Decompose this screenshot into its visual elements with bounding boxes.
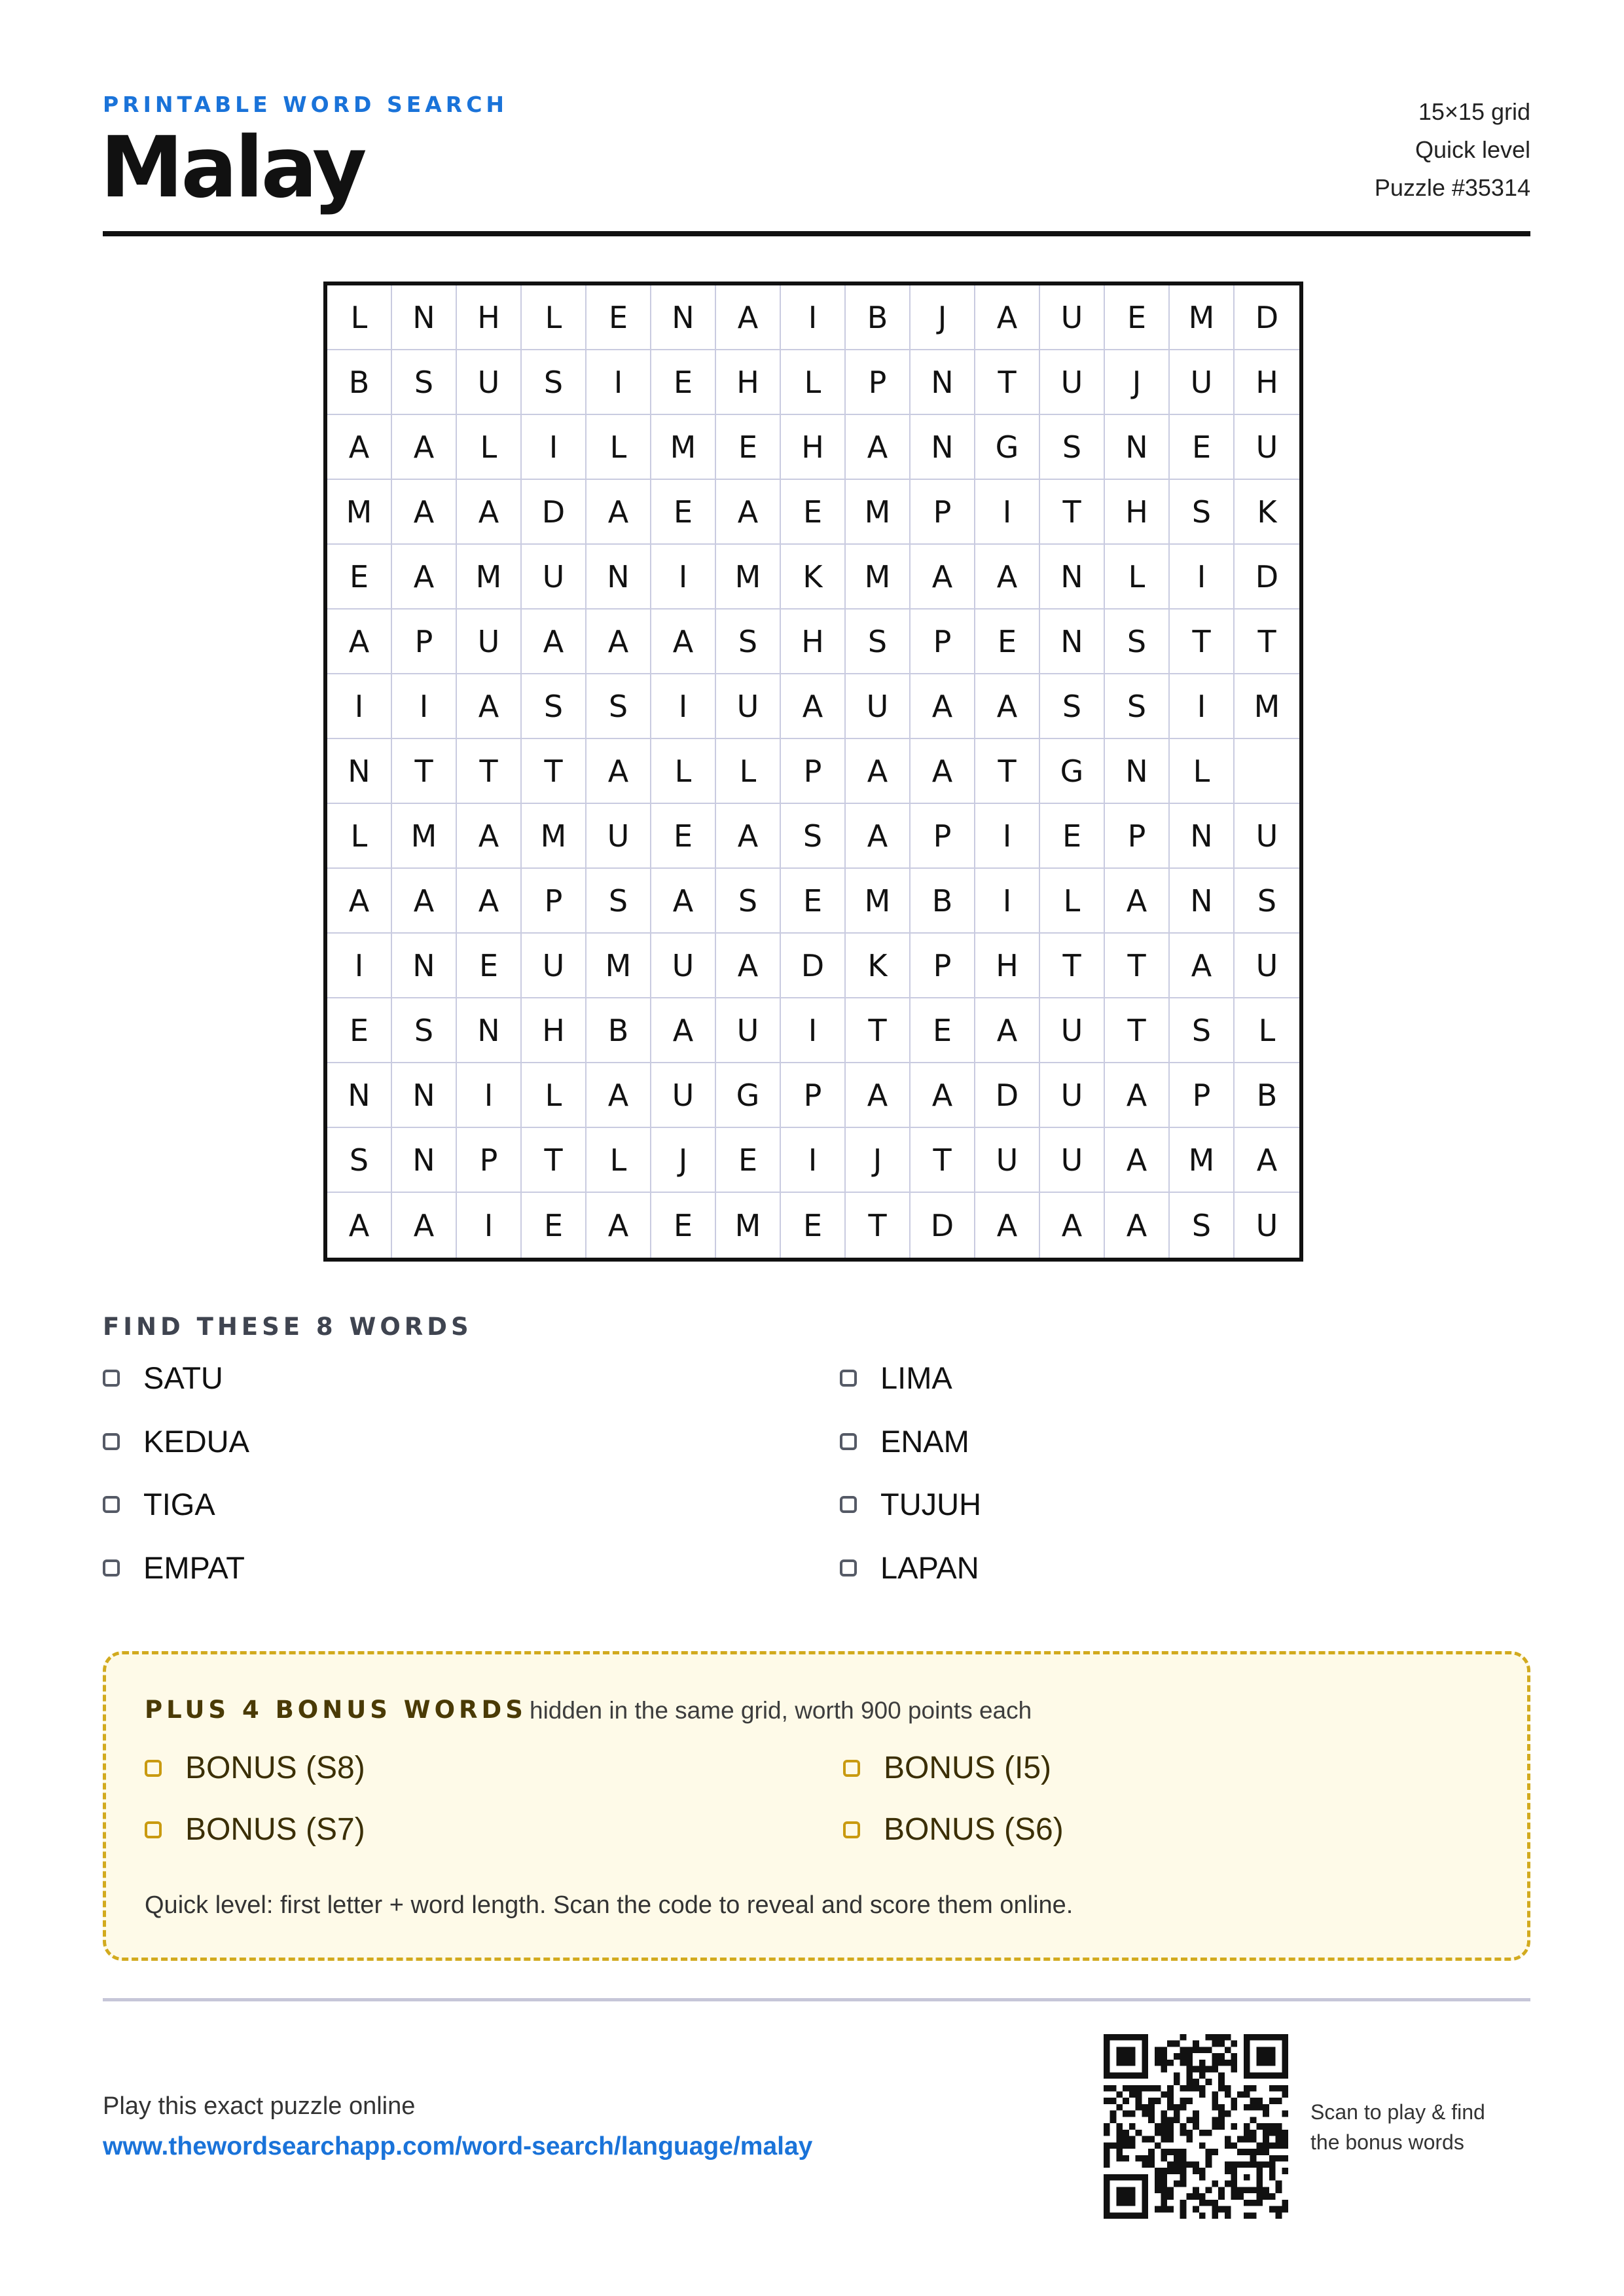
grid-cell[interactable]: E bbox=[1040, 804, 1105, 869]
grid-cell[interactable]: M bbox=[651, 415, 716, 480]
grid-cell[interactable]: A bbox=[586, 480, 651, 545]
word-list-title: FIND THESE 8 WORDS bbox=[103, 1313, 473, 1341]
footer-divider bbox=[103, 1998, 1530, 2001]
grid-cell[interactable]: T bbox=[911, 1128, 975, 1193]
grid-cell[interactable]: A bbox=[1105, 1063, 1170, 1128]
grid-cell[interactable]: E bbox=[651, 804, 716, 869]
checkbox-icon[interactable] bbox=[103, 1370, 120, 1387]
play-online-text: Play this exact puzzle online bbox=[103, 2092, 416, 2120]
grid-cell[interactable]: S bbox=[522, 674, 586, 739]
grid-cell[interactable]: P bbox=[457, 1128, 522, 1193]
grid-cell[interactable]: N bbox=[457, 998, 522, 1063]
grid-cell[interactable]: E bbox=[1105, 285, 1170, 350]
grid-cell[interactable]: L bbox=[327, 285, 392, 350]
grid-cell[interactable]: K bbox=[781, 545, 846, 610]
grid-cell[interactable]: T bbox=[1040, 934, 1105, 998]
grid-cell[interactable]: P bbox=[1170, 1063, 1235, 1128]
grid-cell[interactable]: T bbox=[1235, 610, 1299, 674]
grid-cell[interactable]: E bbox=[781, 480, 846, 545]
checkbox-icon[interactable] bbox=[840, 1433, 857, 1450]
scan-caption bbox=[1310, 2097, 1485, 2157]
page-kicker: PRINTABLE WORD SEARCH bbox=[103, 92, 509, 117]
grid-cell[interactable]: M bbox=[846, 545, 911, 610]
word-label: LIMA bbox=[880, 1360, 952, 1395]
grid-cell[interactable]: A bbox=[392, 480, 457, 545]
grid-cell[interactable]: N bbox=[1105, 415, 1170, 480]
grid-cell[interactable]: T bbox=[846, 1193, 911, 1258]
grid-cell[interactable]: A bbox=[392, 1193, 457, 1258]
grid-cell[interactable]: I bbox=[975, 804, 1040, 869]
grid-cell[interactable]: M bbox=[586, 934, 651, 998]
grid-cell[interactable]: U bbox=[1040, 285, 1105, 350]
grid-cell[interactable]: I bbox=[522, 415, 586, 480]
grid-cell[interactable]: S bbox=[1170, 998, 1235, 1063]
grid-cell[interactable]: A bbox=[586, 1193, 651, 1258]
grid-cell[interactable]: H bbox=[1235, 350, 1299, 415]
grid-cell[interactable]: I bbox=[327, 674, 392, 739]
grid-cell[interactable]: S bbox=[716, 610, 781, 674]
grid-cell[interactable]: M bbox=[846, 480, 911, 545]
grid-cell[interactable]: P bbox=[911, 610, 975, 674]
word-item[interactable] bbox=[103, 1550, 245, 1586]
word-label: TIGA bbox=[143, 1487, 215, 1522]
grid-cell[interactable]: L bbox=[781, 350, 846, 415]
grid-cell[interactable]: A bbox=[586, 610, 651, 674]
checkbox-icon[interactable] bbox=[840, 1496, 857, 1513]
qr-code-icon[interactable] bbox=[1104, 2034, 1288, 2219]
grid-cell[interactable]: M bbox=[1170, 285, 1235, 350]
bonus-word-item[interactable] bbox=[843, 1750, 1051, 1786]
checkbox-icon[interactable] bbox=[145, 1760, 162, 1777]
grid-cell[interactable]: H bbox=[1105, 480, 1170, 545]
grid-cell[interactable]: P bbox=[911, 934, 975, 998]
grid-cell[interactable]: U bbox=[1040, 1063, 1105, 1128]
grid-cell[interactable]: A bbox=[911, 674, 975, 739]
grid-cell[interactable]: J bbox=[846, 1128, 911, 1193]
grid-cell[interactable]: N bbox=[392, 934, 457, 998]
grid-cell[interactable]: D bbox=[1235, 545, 1299, 610]
grid-cell[interactable]: S bbox=[522, 350, 586, 415]
grid-cell[interactable]: P bbox=[1105, 804, 1170, 869]
grid-cell[interactable]: A bbox=[911, 739, 975, 804]
grid-cell[interactable]: A bbox=[457, 869, 522, 934]
grid-cell[interactable]: U bbox=[651, 934, 716, 998]
grid-cell[interactable]: A bbox=[1105, 869, 1170, 934]
grid-cell[interactable]: I bbox=[975, 480, 1040, 545]
grid-cell[interactable]: H bbox=[975, 934, 1040, 998]
grid-cell[interactable]: P bbox=[846, 350, 911, 415]
grid-cell[interactable]: A bbox=[586, 739, 651, 804]
grid-cell[interactable]: M bbox=[457, 545, 522, 610]
grid-cell[interactable]: A bbox=[457, 480, 522, 545]
grid-cell[interactable]: A bbox=[327, 610, 392, 674]
grid-cell[interactable]: N bbox=[1105, 739, 1170, 804]
level-label: Quick level bbox=[1415, 136, 1530, 163]
grid-cell[interactable]: B bbox=[846, 285, 911, 350]
grid-cell[interactable]: E bbox=[716, 1128, 781, 1193]
bonus-note: Quick level: first letter + word length. Scan the code to reveal and score them online. bbox=[145, 1891, 1074, 1919]
grid-cell[interactable]: T bbox=[392, 739, 457, 804]
grid-cell[interactable]: K bbox=[846, 934, 911, 998]
grid-cell[interactable]: A bbox=[846, 739, 911, 804]
grid-cell[interactable]: A bbox=[457, 674, 522, 739]
grid-cell[interactable]: E bbox=[651, 1193, 716, 1258]
grid-cell[interactable]: A bbox=[327, 415, 392, 480]
grid-cell[interactable]: U bbox=[716, 998, 781, 1063]
bonus-word-item[interactable] bbox=[145, 1750, 365, 1786]
grid-cell[interactable]: M bbox=[522, 804, 586, 869]
grid-cell[interactable]: T bbox=[975, 350, 1040, 415]
grid-cell[interactable]: H bbox=[781, 415, 846, 480]
grid-cell[interactable]: A bbox=[975, 285, 1040, 350]
checkbox-icon[interactable] bbox=[103, 1559, 120, 1576]
grid-cell[interactable]: I bbox=[781, 285, 846, 350]
grid-cell[interactable]: S bbox=[586, 869, 651, 934]
puzzle-url-link[interactable]: www.thewordsearchapp.com/word-search/language/malay bbox=[103, 2132, 813, 2160]
grid-cell[interactable]: D bbox=[781, 934, 846, 998]
grid-cell[interactable]: E bbox=[522, 1193, 586, 1258]
grid-cell[interactable]: N bbox=[1170, 804, 1235, 869]
word-item[interactable] bbox=[840, 1550, 979, 1586]
grid-cell[interactable]: T bbox=[1105, 934, 1170, 998]
grid-cell[interactable]: S bbox=[586, 674, 651, 739]
bonus-word-label: BONUS (S8) bbox=[185, 1751, 365, 1785]
grid-cell[interactable]: L bbox=[1170, 739, 1235, 804]
grid-cell[interactable]: D bbox=[1235, 285, 1299, 350]
grid-cell[interactable]: I bbox=[781, 998, 846, 1063]
grid-cell[interactable]: A bbox=[651, 998, 716, 1063]
grid-cell[interactable]: A bbox=[1040, 1193, 1105, 1258]
grid-cell[interactable]: L bbox=[522, 285, 586, 350]
grid-cell[interactable]: U bbox=[1235, 934, 1299, 998]
checkbox-icon[interactable] bbox=[843, 1760, 860, 1777]
grid-cell[interactable]: L bbox=[1235, 998, 1299, 1063]
grid-cell[interactable]: S bbox=[1170, 1193, 1235, 1258]
grid-cell[interactable]: N bbox=[911, 415, 975, 480]
grid-cell[interactable]: I bbox=[1170, 545, 1235, 610]
grid-cell[interactable]: I bbox=[651, 545, 716, 610]
grid-cell[interactable]: E bbox=[911, 998, 975, 1063]
grid-cell[interactable]: S bbox=[1040, 415, 1105, 480]
word-item[interactable] bbox=[840, 1360, 952, 1396]
grid-cell[interactable]: U bbox=[1255, 1207, 1278, 1243]
grid-cell[interactable]: U bbox=[1040, 1128, 1105, 1193]
word-label: LAPAN bbox=[880, 1550, 979, 1585]
grid-cell[interactable]: B bbox=[327, 350, 392, 415]
grid-cell[interactable]: A bbox=[392, 545, 457, 610]
grid-cell[interactable]: A bbox=[846, 415, 911, 480]
checkbox-icon[interactable] bbox=[103, 1496, 120, 1513]
grid-cell[interactable]: N bbox=[651, 285, 716, 350]
grid-cell[interactable]: A bbox=[716, 934, 781, 998]
grid-cell[interactable]: I bbox=[651, 674, 716, 739]
page-title: Malay bbox=[100, 119, 365, 217]
grid-cell[interactable]: D bbox=[975, 1063, 1040, 1128]
checkbox-icon[interactable] bbox=[840, 1559, 857, 1576]
grid-cell[interactable]: M bbox=[1170, 1128, 1235, 1193]
grid-cell[interactable]: U bbox=[651, 1063, 716, 1128]
grid-cell[interactable]: E bbox=[327, 998, 392, 1063]
grid-cell[interactable]: I bbox=[586, 350, 651, 415]
checkbox-icon[interactable] bbox=[103, 1433, 120, 1450]
grid-cell[interactable]: P bbox=[392, 610, 457, 674]
grid-cell[interactable]: L bbox=[327, 804, 392, 869]
grid-cell[interactable]: P bbox=[781, 1063, 846, 1128]
grid-cell[interactable]: B bbox=[911, 869, 975, 934]
grid-cell[interactable]: A bbox=[716, 285, 781, 350]
grid-cell[interactable]: I bbox=[457, 1193, 522, 1258]
grid-cell[interactable]: M bbox=[716, 1193, 781, 1258]
grid-cell[interactable]: T bbox=[846, 998, 911, 1063]
grid-cell[interactable]: A bbox=[327, 1193, 392, 1258]
grid-cell[interactable]: A bbox=[781, 674, 846, 739]
grid-cell[interactable]: B bbox=[1235, 1063, 1299, 1128]
grid-cell[interactable]: E bbox=[586, 285, 651, 350]
grid-cell[interactable]: T bbox=[522, 1128, 586, 1193]
grid-cell[interactable]: M bbox=[392, 804, 457, 869]
grid-cell[interactable]: M bbox=[716, 545, 781, 610]
grid-cell[interactable]: U bbox=[716, 674, 781, 739]
grid-cell[interactable]: U bbox=[846, 674, 911, 739]
grid-cell[interactable]: E bbox=[975, 610, 1040, 674]
grid-cell[interactable]: L bbox=[522, 1063, 586, 1128]
grid-cell[interactable]: I bbox=[781, 1128, 846, 1193]
grid-cell[interactable]: S bbox=[1105, 610, 1170, 674]
bonus-word-label: BONUS (I5) bbox=[884, 1751, 1052, 1785]
grid-cell[interactable]: K bbox=[1235, 480, 1299, 545]
word-item[interactable] bbox=[103, 1486, 215, 1522]
bonus-panel bbox=[103, 1651, 1530, 1961]
grid-cell[interactable]: S bbox=[327, 1128, 392, 1193]
bonus-word-label: BONUS (S7) bbox=[185, 1812, 365, 1847]
grid-cell[interactable]: L bbox=[457, 415, 522, 480]
grid-cell[interactable]: A bbox=[392, 415, 457, 480]
word-item[interactable] bbox=[103, 1423, 249, 1459]
grid-cell[interactable]: A bbox=[392, 869, 457, 934]
grid-cell[interactable]: A bbox=[522, 610, 586, 674]
grid-cell[interactable]: L bbox=[586, 1128, 651, 1193]
grid-cell[interactable]: A bbox=[975, 1193, 1040, 1258]
word-label: EMPAT bbox=[143, 1550, 245, 1585]
grid-cell[interactable]: A bbox=[457, 804, 522, 869]
grid-cell[interactable]: U bbox=[457, 350, 522, 415]
grid-cell[interactable]: A bbox=[651, 869, 716, 934]
grid-cell[interactable]: H bbox=[457, 285, 522, 350]
grid-cell[interactable]: H bbox=[781, 610, 846, 674]
grid-cell[interactable]: T bbox=[1170, 610, 1235, 674]
word-label: KEDUA bbox=[143, 1424, 249, 1459]
grid-cell[interactable]: A bbox=[846, 804, 911, 869]
grid-cell[interactable]: D bbox=[911, 1193, 975, 1258]
puzzle-id-label: Puzzle #35314 bbox=[1374, 174, 1530, 201]
grid-cell[interactable]: A bbox=[975, 545, 1040, 610]
grid-cell[interactable]: A bbox=[975, 674, 1040, 739]
grid-size-label: 15×15 grid bbox=[1418, 98, 1530, 125]
grid-cell[interactable]: I bbox=[457, 1063, 522, 1128]
grid-cell[interactable]: E bbox=[457, 934, 522, 998]
grid-cell[interactable]: N bbox=[392, 1063, 457, 1128]
grid-cell[interactable]: P bbox=[911, 804, 975, 869]
grid-cell[interactable]: A bbox=[1170, 934, 1235, 998]
grid-cell[interactable]: G bbox=[1040, 739, 1105, 804]
grid-cell[interactable]: P bbox=[522, 869, 586, 934]
grid-cell[interactable]: J bbox=[1105, 350, 1170, 415]
grid-cell[interactable]: A bbox=[846, 1063, 911, 1128]
grid-cell[interactable]: A bbox=[651, 610, 716, 674]
grid-cell[interactable]: M bbox=[1235, 674, 1299, 739]
grid-cell[interactable]: P bbox=[911, 480, 975, 545]
grid-cell[interactable]: H bbox=[522, 998, 586, 1063]
puzzle-meta bbox=[1375, 93, 1530, 207]
grid-cell[interactable]: E bbox=[651, 480, 716, 545]
bonus-title: PLUS 4 BONUS WORDS bbox=[145, 1696, 527, 1724]
header-divider bbox=[103, 231, 1530, 236]
word-item[interactable] bbox=[840, 1423, 969, 1459]
grid-cell[interactable]: B bbox=[586, 998, 651, 1063]
grid-cell[interactable]: T bbox=[457, 739, 522, 804]
grid-cell[interactable]: H bbox=[716, 350, 781, 415]
grid-cell[interactable]: M bbox=[846, 869, 911, 934]
grid-cell[interactable]: E bbox=[716, 415, 781, 480]
grid-cell[interactable]: S bbox=[1105, 674, 1170, 739]
bonus-subtitle: hidden in the same grid, worth 900 points each bbox=[530, 1697, 1032, 1724]
grid-cell[interactable]: E bbox=[781, 869, 846, 934]
grid-cell[interactable]: U bbox=[457, 610, 522, 674]
grid-cell[interactable]: S bbox=[1235, 869, 1299, 934]
grid-cell[interactable]: M bbox=[327, 480, 392, 545]
grid-cell[interactable]: G bbox=[975, 415, 1040, 480]
word-label: TUJUH bbox=[880, 1487, 982, 1522]
grid-cell[interactable]: U bbox=[522, 934, 586, 998]
grid-cell[interactable]: A bbox=[716, 804, 781, 869]
word-label: SATU bbox=[143, 1360, 223, 1395]
grid-cell[interactable]: N bbox=[1170, 869, 1235, 934]
grid-cell[interactable]: L bbox=[716, 739, 781, 804]
grid-cell[interactable]: N bbox=[1040, 545, 1105, 610]
word-item[interactable] bbox=[103, 1360, 223, 1396]
scan-line-1: Scan to play & find bbox=[1310, 2100, 1485, 2124]
grid-cell[interactable]: N bbox=[586, 545, 651, 610]
checkbox-icon[interactable] bbox=[145, 1821, 162, 1838]
grid-cell[interactable]: D bbox=[522, 480, 586, 545]
grid-cell[interactable]: T bbox=[1040, 480, 1105, 545]
checkbox-icon[interactable] bbox=[840, 1370, 857, 1387]
grid-cell[interactable]: L bbox=[651, 739, 716, 804]
grid-cell[interactable]: L bbox=[1040, 869, 1105, 934]
grid-cell[interactable]: G bbox=[716, 1063, 781, 1128]
grid-cell[interactable]: J bbox=[911, 285, 975, 350]
grid-cell[interactable]: N bbox=[392, 1128, 457, 1193]
bonus-word-label: BONUS (S6) bbox=[884, 1812, 1064, 1847]
grid-cell[interactable]: N bbox=[911, 350, 975, 415]
grid-cell[interactable]: I bbox=[1170, 674, 1235, 739]
letter-grid[interactable] bbox=[323, 282, 1303, 1262]
grid-cell[interactable]: U bbox=[1170, 350, 1235, 415]
grid-cell[interactable]: E bbox=[1170, 415, 1235, 480]
scan-line-2: the bonus words bbox=[1310, 2130, 1464, 2154]
bonus-word-item[interactable] bbox=[145, 1812, 365, 1848]
grid-cell[interactable]: P bbox=[781, 739, 846, 804]
grid-cell[interactable]: S bbox=[392, 998, 457, 1063]
grid-cell[interactable]: N bbox=[327, 739, 392, 804]
grid-cell[interactable]: A bbox=[911, 545, 975, 610]
grid-cell[interactable]: A bbox=[975, 998, 1040, 1063]
grid-cell[interactable]: A bbox=[586, 1063, 651, 1128]
grid-cell[interactable]: I bbox=[392, 674, 457, 739]
grid-cell[interactable]: E bbox=[651, 350, 716, 415]
grid-cell[interactable]: S bbox=[1040, 674, 1105, 739]
grid-cell[interactable]: S bbox=[781, 804, 846, 869]
grid-cell[interactable]: N bbox=[392, 285, 457, 350]
word-label: ENAM bbox=[880, 1424, 969, 1459]
word-item[interactable] bbox=[840, 1486, 981, 1522]
grid-cell[interactable]: E bbox=[327, 545, 392, 610]
grid-cell[interactable]: S bbox=[846, 610, 911, 674]
grid-cell[interactable]: A bbox=[911, 1063, 975, 1128]
grid-cell[interactable]: I bbox=[327, 934, 392, 998]
checkbox-icon[interactable] bbox=[843, 1821, 860, 1838]
grid-cell[interactable]: L bbox=[586, 415, 651, 480]
grid-cell[interactable]: N bbox=[1040, 610, 1105, 674]
grid-cell[interactable]: A bbox=[1105, 1128, 1170, 1193]
grid-cell[interactable]: U bbox=[1040, 998, 1105, 1063]
grid-cell[interactable]: I bbox=[975, 869, 1040, 934]
grid-cell[interactable]: T bbox=[1105, 998, 1170, 1063]
grid-cell[interactable]: T bbox=[522, 739, 586, 804]
grid-cell[interactable]: A bbox=[1105, 1193, 1170, 1258]
grid-cell[interactable]: U bbox=[1235, 415, 1299, 480]
grid-cell[interactable]: J bbox=[651, 1128, 716, 1193]
grid-cell[interactable]: U bbox=[1235, 804, 1299, 869]
grid-cell[interactable]: S bbox=[392, 350, 457, 415]
grid-cell[interactable]: A bbox=[327, 869, 392, 934]
grid-cell[interactable]: S bbox=[716, 869, 781, 934]
grid-cell[interactable]: U bbox=[975, 1128, 1040, 1193]
grid-cell[interactable]: N bbox=[327, 1063, 392, 1128]
grid-cell[interactable]: A bbox=[1235, 1128, 1299, 1193]
grid-cell[interactable]: S bbox=[1170, 480, 1235, 545]
grid-cell[interactable]: T bbox=[975, 739, 1040, 804]
grid-cell[interactable]: U bbox=[586, 804, 651, 869]
grid-cell[interactable] bbox=[1235, 739, 1299, 804]
bonus-word-item[interactable] bbox=[843, 1812, 1064, 1848]
grid-cell[interactable]: L bbox=[1105, 545, 1170, 610]
grid-cell[interactable]: U bbox=[522, 545, 586, 610]
grid-cell[interactable]: E bbox=[781, 1193, 846, 1258]
grid-cell[interactable]: A bbox=[716, 480, 781, 545]
grid-cell[interactable]: U bbox=[1040, 350, 1105, 415]
